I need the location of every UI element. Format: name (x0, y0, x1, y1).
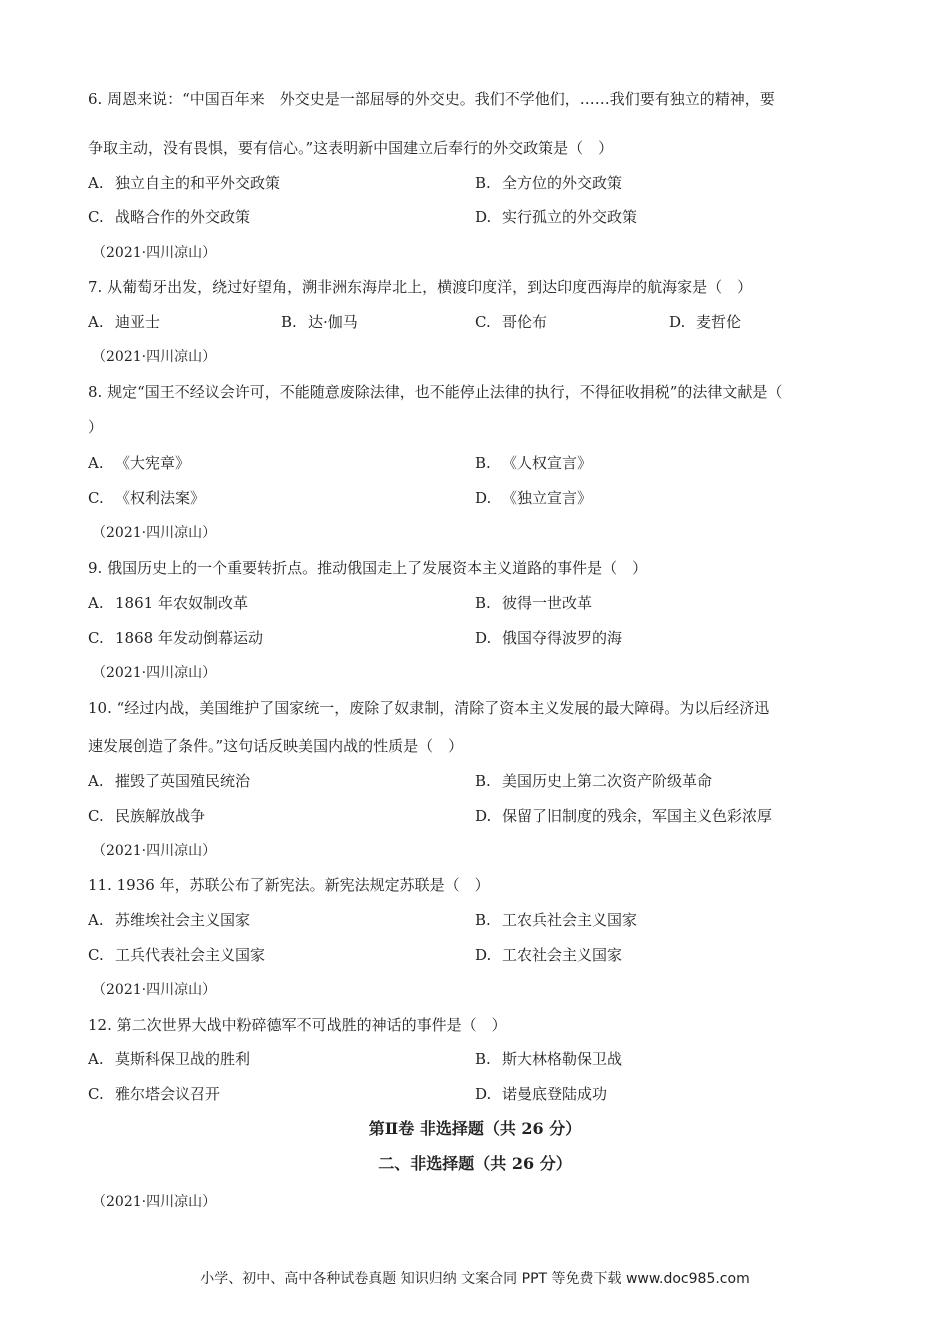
question-11-option-b[interactable]: B. 工农兵社会主义国家 (475, 911, 638, 929)
question-8-stem-cont: ） (88, 418, 104, 436)
question-12-stem: 12. 第二次世界大战中粉碎德军不可战胜的神话的事件是（ ） (88, 1016, 507, 1034)
question-11-option-a[interactable]: A. 苏维埃社会主义国家 (88, 911, 251, 929)
question-12-option-c[interactable]: C. 雅尔塔会议召开 (88, 1085, 221, 1103)
question-7-source: （2021·四川凉山） (92, 245, 217, 261)
question-8-source: （2021·四川凉山） (92, 349, 217, 365)
question-9-option-b[interactable]: B. 彼得一世改革 (475, 594, 593, 612)
question-7-stem: 7. 从葡萄牙出发，绕过好望角，溯非洲东海岸北上，横渡印度洋，到达印度西海岸的航海家是（ ） (88, 278, 753, 296)
footer-text: 小学、初中、高中各种试卷真题 知识归纳 文案合同 PPT 等免费下载 www.doc985.com (200, 1271, 750, 1287)
question-12-source: （2021·四川凉山） (92, 982, 217, 998)
question-6-stem: 6. 周恩来说：“中国百年来 外交史是一部屈辱的外交史。我们不学他们，……我们要有独立的精神，要 (88, 90, 775, 108)
question-10-option-d[interactable]: D. 保留了旧制度的残余，军国主义色彩浓厚 (475, 807, 773, 825)
question-11-option-d[interactable]: D. 工农社会主义国家 (475, 946, 623, 964)
question-8-option-b[interactable]: B. 《人权宣言》 (475, 454, 593, 472)
question-8-stem: 8. 规定“国王不经议会许可，不能随意废除法律，也不能停止法律的执行，不得征收捐税”的法律文献是（ (88, 383, 783, 401)
question-12-option-a[interactable]: A. 莫斯科保卫战的胜利 (88, 1050, 251, 1068)
question-10-option-c[interactable]: C. 民族解放战争 (88, 807, 206, 825)
question-7-option-a[interactable]: A. 迪亚士 (88, 313, 161, 331)
section-title: 二、非选择题（共 26 分） (378, 1154, 572, 1173)
question-10-option-a[interactable]: A. 摧毁了英国殖民统治 (88, 772, 251, 790)
question-8-option-c[interactable]: C. 《权利法案》 (88, 489, 206, 507)
question-12-option-b[interactable]: B. 斯大林格勒保卫战 (475, 1050, 623, 1068)
question-7-option-c[interactable]: C. 哥伦布 (475, 313, 548, 331)
question-11-source: （2021·四川凉山） (92, 843, 217, 859)
question-7-option-d[interactable]: D. 麦哲伦 (669, 313, 742, 331)
question-9-option-c[interactable]: C. 1868 年发动倒幕运动 (88, 629, 263, 647)
question-6-option-c[interactable]: C. 战略合作的外交政策 (88, 208, 251, 226)
question-10-stem-cont: 速发展创造了条件。”这句话反映美国内战的性质是（ ） (88, 737, 464, 755)
question-10-option-b[interactable]: B. 美国历史上第二次资产阶级革命 (475, 772, 713, 790)
question-11-option-c[interactable]: C. 工兵代表社会主义国家 (88, 946, 266, 964)
question-9-source: （2021·四川凉山） (92, 525, 217, 541)
question-6-stem-cont: 争取主动，没有畏惧，要有信心。”这表明新中国建立后奉行的外交政策是（ ） (88, 139, 614, 157)
question-7-option-b[interactable]: B. 达·伽马 (281, 313, 358, 331)
question-10-source: （2021·四川凉山） (92, 665, 217, 681)
question-10-stem: 10. “经过内战，美国维护了国家统一，废除了奴隶制，清除了资本主义发展的最大障碍。为以后经济迅 (88, 699, 770, 717)
question-11-stem: 11. 1936 年，苏联公布了新宪法。新宪法规定苏联是（ ） (88, 876, 490, 894)
question-8-option-a[interactable]: A. 《大宪章》 (88, 454, 191, 472)
question-6-option-d[interactable]: D. 实行孤立的外交政策 (475, 208, 638, 226)
question-12-option-d[interactable]: D. 诺曼底登陆成功 (475, 1085, 608, 1103)
question-9-stem: 9. 俄国历史上的一个重要转折点。推动俄国走上了发展资本主义道路的事件是（ ） (88, 559, 648, 577)
section-source: （2021·四川凉山） (92, 1194, 217, 1210)
question-6-option-a[interactable]: A. 独立自主的和平外交政策 (88, 174, 281, 192)
question-9-option-a[interactable]: A. 1861 年农奴制改革 (88, 594, 248, 612)
question-6-option-b[interactable]: B. 全方位的外交政策 (475, 174, 623, 192)
part-title: 第Ⅱ卷 非选择题（共 26 分） (368, 1119, 582, 1138)
question-9-option-d[interactable]: D. 俄国夺得波罗的海 (475, 629, 623, 647)
question-8-option-d[interactable]: D. 《独立宣言》 (475, 489, 593, 507)
